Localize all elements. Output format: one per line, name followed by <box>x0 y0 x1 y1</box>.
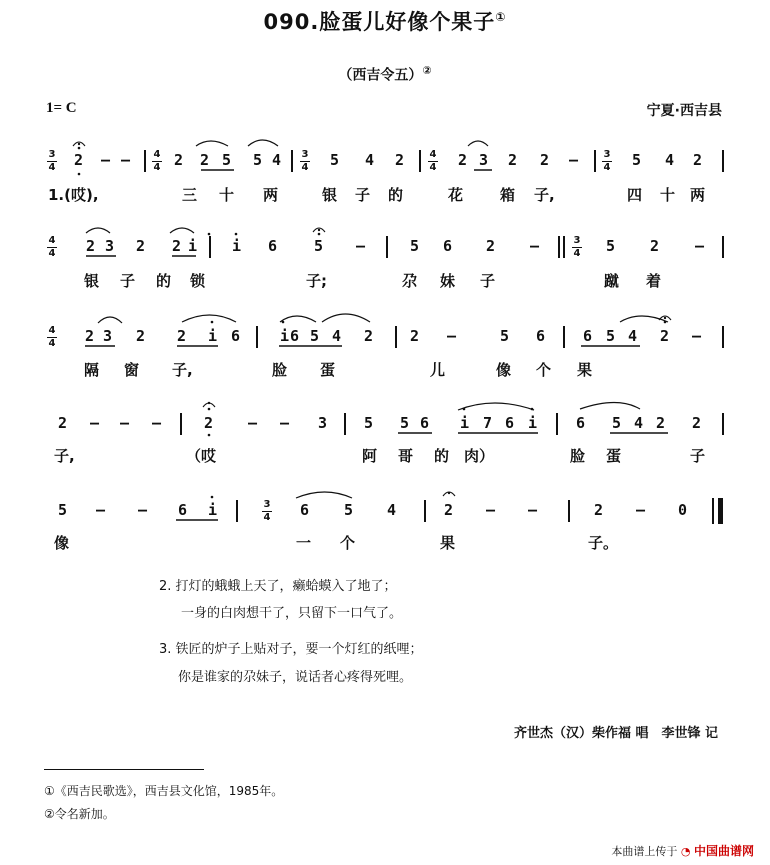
lyric: （哎 <box>186 447 217 465</box>
lyric: 果 <box>577 361 593 379</box>
note: 5 <box>410 237 420 255</box>
lyric: 银 <box>84 272 100 290</box>
note: 4 <box>634 414 644 432</box>
note: 4 <box>665 151 675 169</box>
lyric: 子; <box>306 272 327 290</box>
lyric: 箱 <box>500 186 516 204</box>
time-signature: 4 4 <box>48 325 56 349</box>
title-text: 090.脸蛋儿好像个果子 <box>263 10 496 34</box>
note: i <box>208 501 218 519</box>
note: 5 <box>632 151 642 169</box>
note: 6 <box>300 501 310 519</box>
note: 6 <box>443 237 453 255</box>
lyric: 个 <box>536 361 552 379</box>
lyric: 哥 <box>398 447 414 465</box>
note: – <box>569 151 579 169</box>
lyric: 阿 <box>362 447 378 465</box>
verse-line: 3. 铁匠的炉子上贴对子，要一个灯红的纸哩； <box>159 642 423 657</box>
lyric: 一 <box>296 534 312 552</box>
lyric: 隔 <box>84 361 100 379</box>
note: – <box>486 501 496 519</box>
note: 5 <box>314 237 324 255</box>
note: 5 <box>222 151 232 169</box>
note: 5 <box>344 501 354 519</box>
footnote: ①《西吉民歌选》，西吉县文化馆，1985年。 <box>44 784 284 798</box>
note: 2 <box>486 237 496 255</box>
lyric: 脸 <box>570 447 586 465</box>
note: 2 <box>444 501 454 519</box>
credits: 齐世杰（汉）柴作福 唱 李世锋 记 <box>513 726 718 741</box>
lyric: 蹴 <box>604 272 620 290</box>
note: 6 <box>420 414 430 432</box>
note: i <box>280 327 290 345</box>
note: i <box>188 237 198 255</box>
lyric: 两 <box>263 186 279 204</box>
lyric: 个 <box>340 534 356 552</box>
lyric: 像 <box>54 534 70 552</box>
note: 2 <box>656 414 666 432</box>
note: i <box>528 414 538 432</box>
note: 5 <box>612 414 622 432</box>
note: 2 <box>86 237 96 255</box>
note: 2 <box>172 237 182 255</box>
note: 6 <box>178 501 188 519</box>
note: – <box>138 501 148 519</box>
lyric: 两 <box>690 186 706 204</box>
note: 5 <box>364 414 374 432</box>
note: 2 <box>650 237 660 255</box>
lyric: 十 <box>219 186 235 204</box>
note: 5 <box>606 327 616 345</box>
note: – <box>152 414 162 432</box>
note: – <box>280 414 290 432</box>
lyric: 肉） <box>464 447 495 465</box>
note: 5 <box>400 414 410 432</box>
time-signature: 3 4 <box>48 149 56 173</box>
note: 2 <box>692 414 702 432</box>
note: 2 <box>200 151 210 169</box>
note: 4 <box>387 501 397 519</box>
title-footnote-mark: ① <box>495 10 507 24</box>
note: – <box>692 327 702 345</box>
lyric: 果 <box>440 534 456 552</box>
lyric: 子 <box>690 447 706 465</box>
note: 4 <box>332 327 342 345</box>
note: – <box>90 414 100 432</box>
subtitle-footnote-mark: ② <box>422 64 432 77</box>
note: 4 <box>272 151 282 169</box>
note: – <box>96 501 106 519</box>
lyric: 蛋 <box>320 361 336 379</box>
note: i <box>208 327 218 345</box>
note: – <box>120 414 130 432</box>
footnote-divider <box>44 769 204 770</box>
lyric: 尕 <box>402 272 418 290</box>
note: – <box>636 501 646 519</box>
note: 2 <box>540 151 550 169</box>
region-label: 宁夏·西吉县 <box>646 103 722 119</box>
note: 2 <box>660 327 670 345</box>
lyric: 子, <box>172 361 193 379</box>
lyric: 的 <box>434 447 450 465</box>
note: 7 <box>483 414 493 432</box>
note: 2 <box>85 327 95 345</box>
note: 2 <box>395 151 405 169</box>
note: 5 <box>330 151 340 169</box>
note: 2 <box>204 414 214 432</box>
watermark-brand: 中国曲谱网 <box>693 844 754 858</box>
verse-line: 2. 打灯的蛾蛾上天了，癞蛤蟆入了地了； <box>159 579 397 594</box>
note: 2 <box>364 327 374 345</box>
subtitle-text: （西吉令五） <box>338 67 423 84</box>
note: 2 <box>58 414 68 432</box>
note: 5 <box>253 151 263 169</box>
lyric: 子 <box>480 272 496 290</box>
note: – <box>530 237 540 255</box>
note: 2 <box>136 327 146 345</box>
note: 6 <box>231 327 241 345</box>
note: i <box>460 414 470 432</box>
lyric: 花 <box>448 186 464 204</box>
note: 6 <box>576 414 586 432</box>
note: 3 <box>318 414 328 432</box>
lyric: 蛋 <box>606 447 622 465</box>
lyric: 妹 <box>440 272 456 290</box>
verse-line: 你是谁家的尕妹子，说话者心疼得死哩。 <box>178 670 413 685</box>
note: 5 <box>310 327 320 345</box>
watermark <box>611 842 754 859</box>
note: 6 <box>583 327 593 345</box>
lyric: 窗 <box>124 361 140 379</box>
lyric: 子 <box>355 186 371 204</box>
note: 6 <box>536 327 546 345</box>
note: 2 <box>174 151 184 169</box>
lyric: 脸 <box>272 361 288 379</box>
note: – <box>695 237 705 255</box>
note: 6 <box>505 414 515 432</box>
watermark-prefix: 本曲谱上传于 <box>611 845 678 858</box>
note: 0 <box>678 501 688 519</box>
lyric: 的 <box>156 272 172 290</box>
note: 5 <box>58 501 68 519</box>
note: 3 <box>103 327 113 345</box>
time-signature: 4 4 <box>153 149 161 173</box>
time-signature: 3 4 <box>573 235 581 259</box>
lyric: 三 <box>182 186 198 204</box>
note: 3 <box>479 151 489 169</box>
lyric: 1.(哎), <box>48 186 99 204</box>
note: 6 <box>290 327 300 345</box>
lyric: 着 <box>646 272 662 290</box>
lyric: 子, <box>534 186 555 204</box>
time-signature: 3 4 <box>301 149 309 173</box>
note: 2 <box>74 151 84 169</box>
lyric: 儿 <box>430 361 446 379</box>
footnote: ②令名新加。 <box>44 807 115 821</box>
note: 2 <box>136 237 146 255</box>
note: 4 <box>365 151 375 169</box>
note: – <box>356 237 366 255</box>
lyric: 四 <box>627 186 643 204</box>
lyric: 子 <box>120 272 136 290</box>
note: 5 <box>500 327 510 345</box>
note: 3 <box>105 237 115 255</box>
note: 2 <box>594 501 604 519</box>
note: 2 <box>508 151 518 169</box>
lyric: 子。 <box>588 534 619 552</box>
lyric: 的 <box>388 186 404 204</box>
note: – <box>248 414 258 432</box>
note: 5 <box>606 237 616 255</box>
logo-icon: ◔ <box>680 845 691 858</box>
lyric: 十 <box>660 186 676 204</box>
verse-line: 一身的白肉想干了，只留下一口气了。 <box>181 606 403 621</box>
note: 2 <box>693 151 703 169</box>
lyric: 银 <box>322 186 338 204</box>
note: 4 <box>628 327 638 345</box>
note: – <box>121 151 131 169</box>
key-signature: 1= C <box>46 100 77 116</box>
time-signature: 4 4 <box>429 149 437 173</box>
lyric: 锁 <box>190 272 206 290</box>
note: 2 <box>410 327 420 345</box>
time-signature: 3 4 <box>263 499 271 523</box>
time-signature: 4 4 <box>48 235 56 259</box>
note: 2 <box>177 327 187 345</box>
note: 2 <box>458 151 468 169</box>
lyric: 子, <box>54 447 75 465</box>
lyric: 像 <box>496 361 512 379</box>
note: – <box>528 501 538 519</box>
note: – <box>101 151 111 169</box>
time-signature: 3 4 <box>603 149 611 173</box>
note: i <box>232 237 242 255</box>
note: 6 <box>268 237 278 255</box>
note: – <box>447 327 457 345</box>
